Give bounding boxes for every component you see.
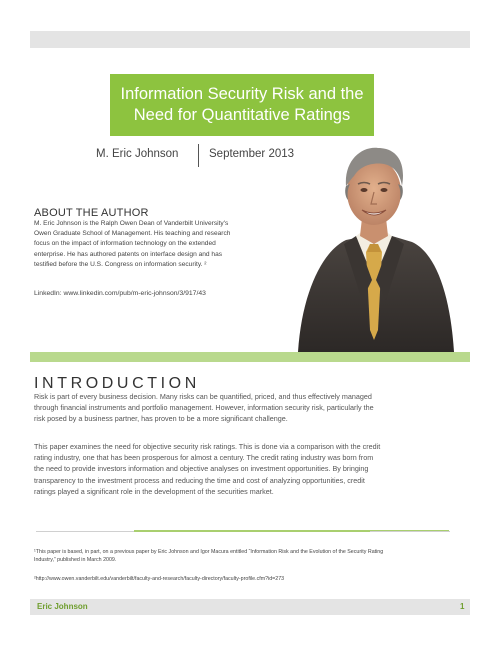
section-divider-band xyxy=(30,352,470,362)
title-line-2: Need for Quantitative Ratings xyxy=(133,106,351,124)
footnote-line: ¹This paper is based, in part, on a previous paper by Eric Johnson and Igor Macura entitled “Information Risk and the Evolution of the Security Rating xyxy=(34,549,384,555)
about-line: enterprise. He has authored patents on interface design and has xyxy=(34,250,223,258)
byline-author: M. Eric Johnson xyxy=(96,148,179,160)
byline-divider xyxy=(198,144,199,167)
footnote-rule-left xyxy=(36,531,134,532)
document-title xyxy=(110,74,374,136)
introduction-heading: INTRODUCTION xyxy=(34,375,200,392)
paragraph-line: risk posed by a business partner, has proven to be a more significant challenge. xyxy=(34,414,288,424)
about-line: focus on the impact of information technology on the extended xyxy=(34,240,216,248)
introduction-paragraph-2 xyxy=(34,441,466,497)
introduction-paragraph-1 xyxy=(34,391,466,425)
paragraph-line: the need to provide investors information and objective analyses on investment opportunities. By bringing xyxy=(34,464,369,474)
footnote-line: Industry,” published in March 2009. xyxy=(34,557,117,563)
title-line-1: Information Security Risk and the xyxy=(120,85,364,103)
footer-band xyxy=(30,599,470,615)
about-heading: ABOUT THE AUTHOR xyxy=(34,207,149,219)
paragraph-line: transparency to the investment process and reducing the time and cost of analyzing opportunities, credit xyxy=(34,475,365,485)
paragraph-line: This paper examines the need for objective security risk ratings. This is done via a comparison with the credit xyxy=(34,442,381,451)
about-line: M. Eric Johnson is the Ralph Owen Dean of Vanderbilt University's xyxy=(34,220,229,227)
about-line: testified before the U.S. Congress on information security. ² xyxy=(34,260,207,268)
byline-date: September 2013 xyxy=(209,148,295,160)
about-body xyxy=(34,219,282,270)
footer-author-name: Eric Johnson xyxy=(37,602,88,611)
page-number: 1 xyxy=(460,602,465,611)
paragraph-line: through financial instruments and portfolio management. However, information security risk, particularly the xyxy=(34,403,374,413)
paragraph-line: Risk is part of every business decision. Many risks can be quantified, priced, and thus effectively managed xyxy=(34,392,372,401)
paragraph-line: rating industry, one that has been prosperous for almost a century. The credit rating industry was born from xyxy=(34,453,374,463)
paragraph-line: ratings played a significant role in the development of the securities market. xyxy=(34,486,274,496)
footnote-2[interactable]: ²http://www.owen.vanderbilt.edu/vanderbilt/faculty-and-research/faculty-directory/faculty-profile.cfm?id=273 xyxy=(34,576,285,582)
footnote-rule-right xyxy=(370,531,450,532)
author-photo xyxy=(284,140,456,352)
about-line: Owen Graduate School of Management. His teaching and research xyxy=(34,230,231,238)
footnote-1 xyxy=(34,548,466,564)
linkedin-link[interactable]: LinkedIn: www.linkedin.com/pub/m-eric-johnson/3/917/43 xyxy=(34,290,206,297)
top-header-band xyxy=(30,31,470,48)
